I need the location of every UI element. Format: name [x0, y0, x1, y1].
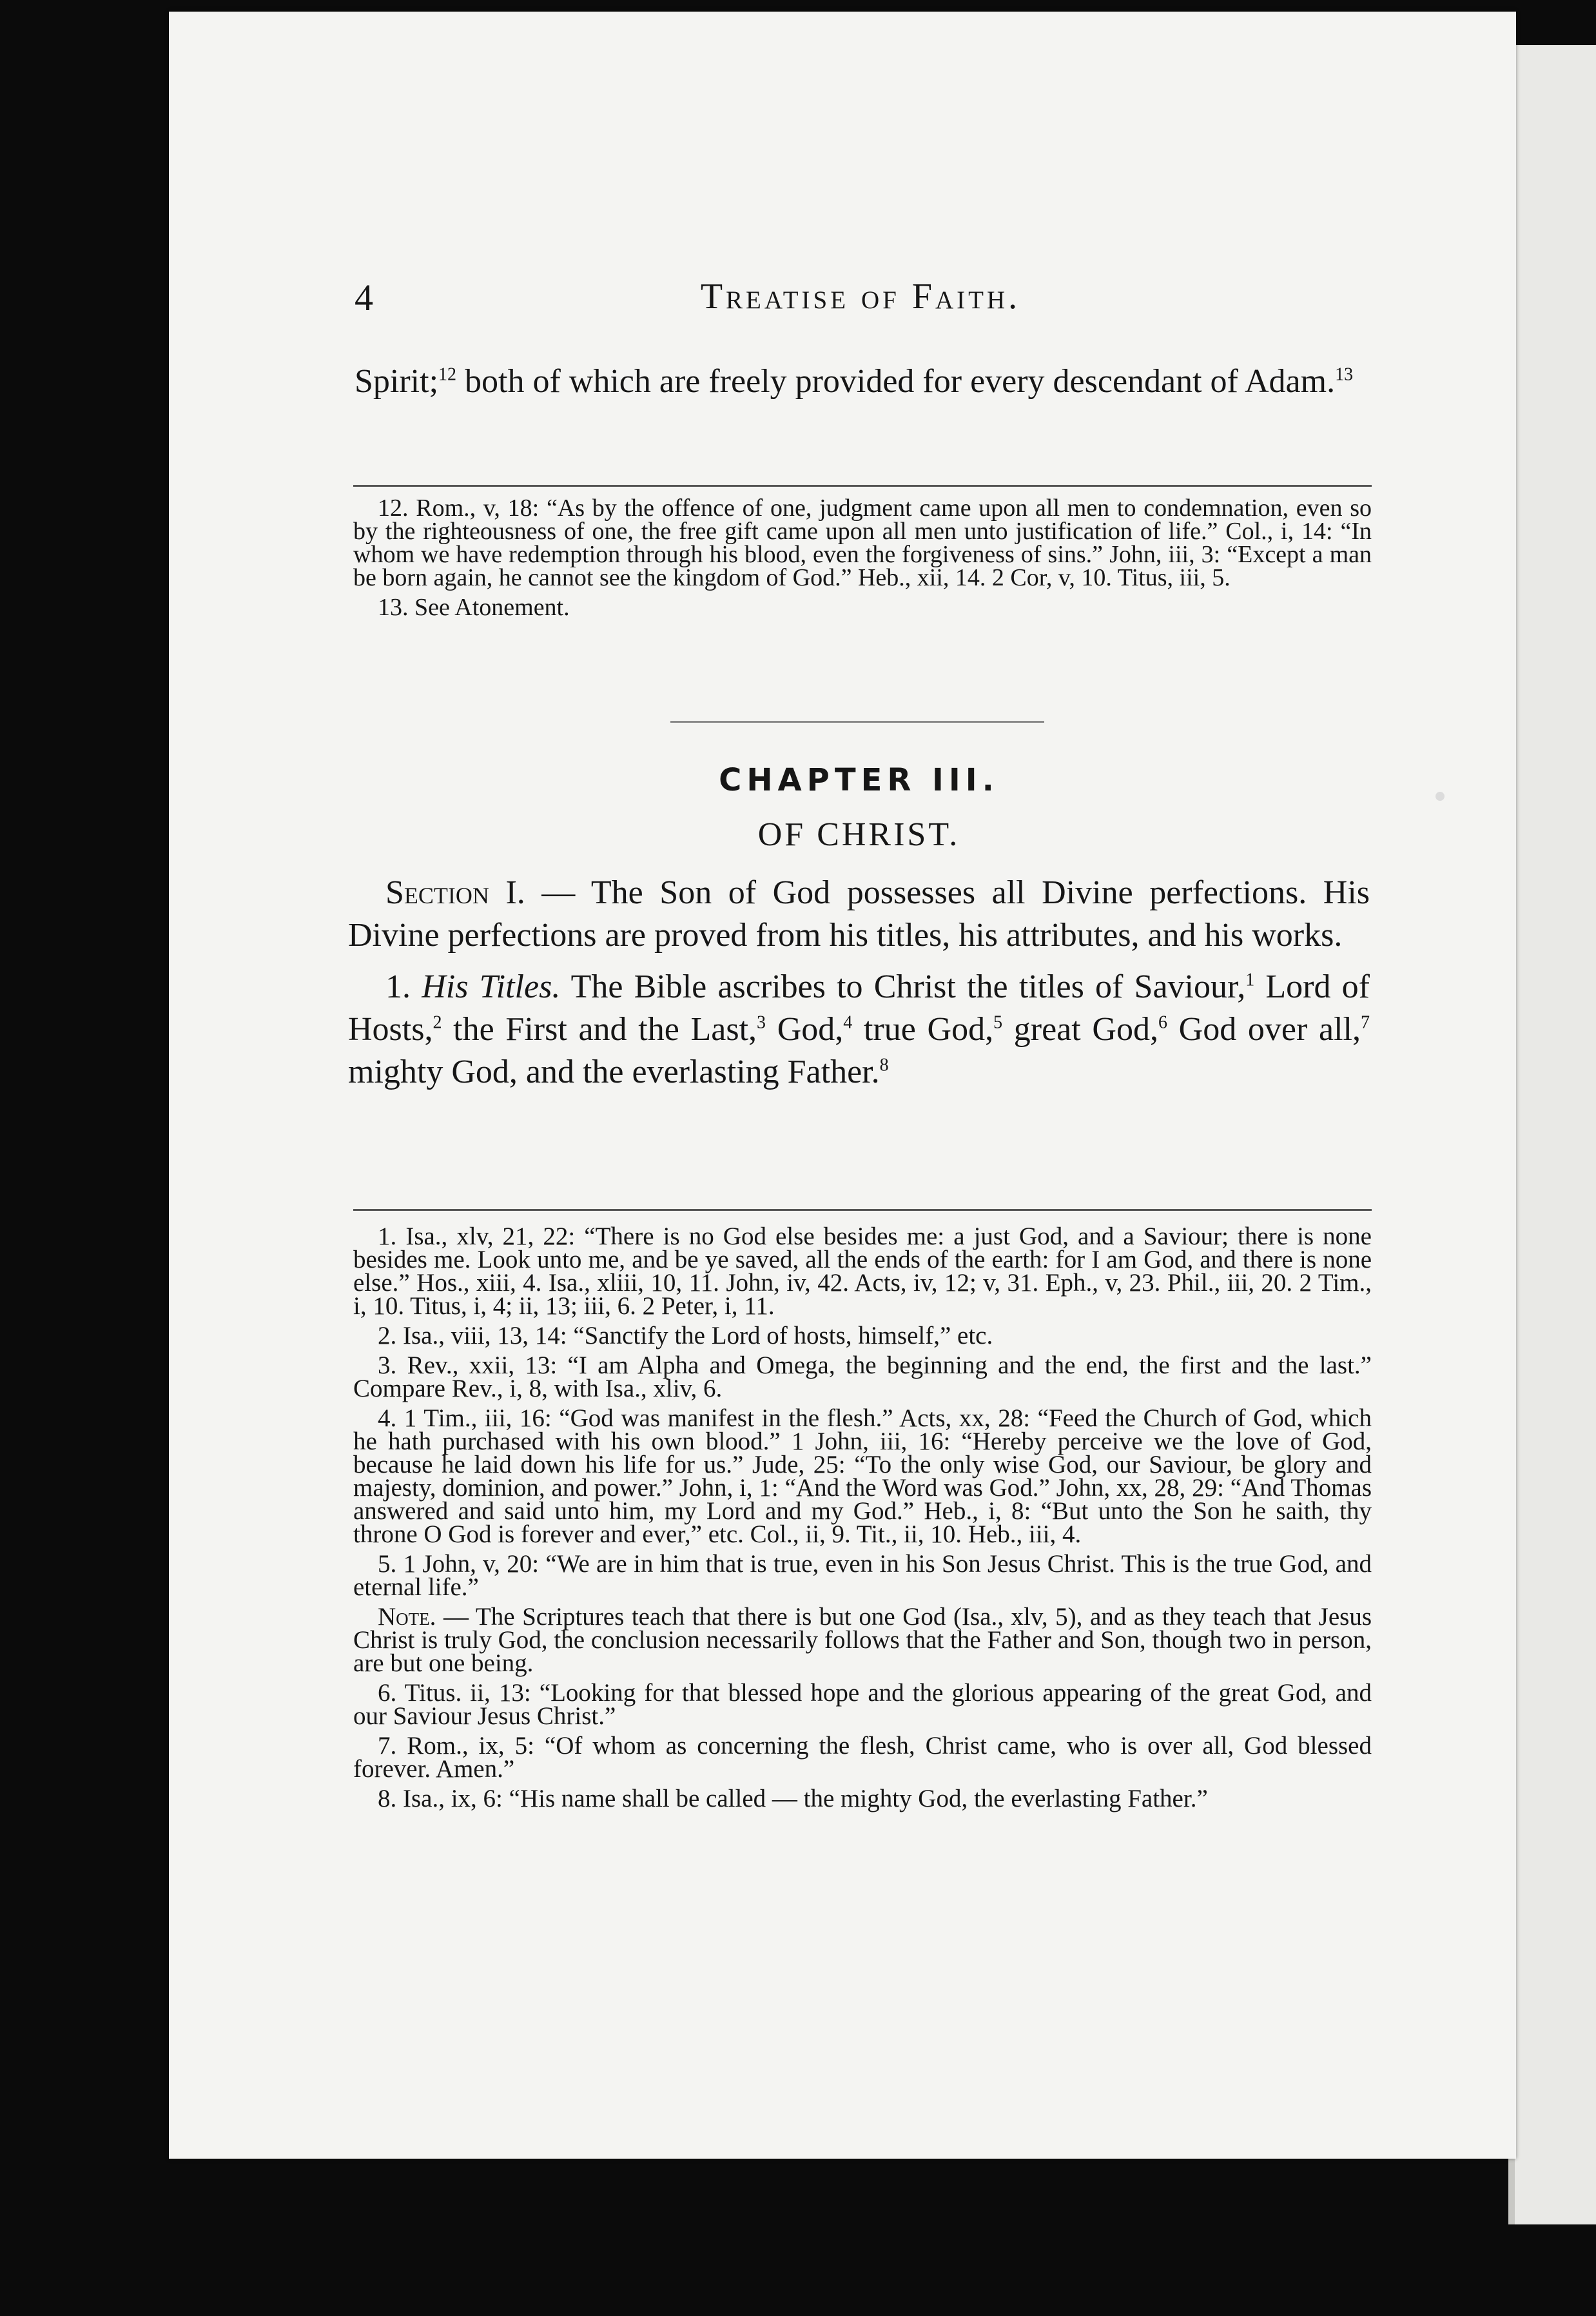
footnote-ref-12: 12: [438, 364, 457, 385]
footnote-ref-13: 13: [1335, 364, 1354, 385]
running-title: Treatise of Faith.: [700, 277, 1021, 317]
titles-paragraph: 1. His Titles. The Bible ascribes to Christ the titles of Saviour,$^1$ Lord of Hosts,$^2$ the First and the Last,$^3$ God,$^4$ true God,$^5$ great God,$^6$ God over all,$^7$ mighty God, and the everlasting Father.$^8$: [348, 968, 1370, 1090]
footnote-6: 6. Titus. ii, 13: “Looking for that blessed hope and the glorious appearing of the great God, and our Saviour Jesus Christ.”: [353, 1679, 1372, 1730]
footnote-12: 12. Rom., v, 18: “As by the offence of one, judgment came upon all men to condemnation, even so by the righteousness of one, the free gift came upon all men unto justification of life.” Col., i, 14: “In whom we have redemption through his blood, even the forgiveness of sins.” John, iii, 3: “Except a man be born again, he cannot see the kingdom of God.” Heb., xii, 14. 2 Cor, v, 10. Titus, iii, 5.: [353, 495, 1372, 591]
chapter-divider: [670, 721, 1044, 723]
opening-paragraph: [348, 361, 1370, 402]
footnote-8: 8. Isa., ix, 6: “His name shall be called — the mighty God, the everlasting Father.”: [378, 1785, 1208, 1812]
section-label: Section I.: [385, 874, 525, 911]
footnote-5: 5. 1 John, v, 20: “We are in him that is true, even in his Son Jesus Christ. This is the true God, and eternal life.”: [353, 1550, 1372, 1601]
chapter-body: [348, 872, 1370, 1094]
footnote-note: Note. — The Scriptures teach that there is but one God (Isa., xlv, 5), and as they teach that Jesus Christ is truly God, the conclusion necessarily follows that the Father and Son, though two in person, are but one being.: [353, 1603, 1372, 1677]
adjacent-page-edge: [1508, 45, 1596, 2224]
footnotes-block-1: [353, 496, 1372, 625]
chapter-heading: [348, 761, 1370, 855]
footnote-1: 1. Isa., xlv, 21, 22: “There is no God else besides me: a just God, and a Saviour; there is none besides me. Look unto me, and be ye saved, all the ends of the earth: for I am God, and there is none else.” Hos., xiii, 4. Isa., xliii, 10, 11. John, iv, 42. Acts, iv, 12; v, 31. Eph., v, 23. Phil., iii, 20. 2 Tim., i, 10. Titus, i, 4; ii, 13; iii, 6. 2 Peter, i, 11.: [353, 1222, 1372, 1320]
footnote-divider-2: [353, 1209, 1372, 1211]
page-number: 4: [355, 277, 373, 319]
footnote-13: 13. See Atonement.: [378, 594, 570, 621]
section-paragraph: Section I. — The Son of God possesses all Divine perfections. His Divine perfections are proved from his titles, his attributes, and his works.: [348, 874, 1370, 954]
titles-heading: His Titles.: [422, 968, 561, 1005]
footnote-2: 2. Isa., viii, 13, 14: “Sanctify the Lord of hosts, himself,” etc.: [378, 1322, 993, 1349]
footnote-3: 3. Rev., xxii, 13: “I am Alpha and Omega, the beginning and the end, the first and the last.” Compare Rev., i, 8, with Isa., xliv, 6.: [353, 1351, 1372, 1402]
page-header: [348, 271, 1373, 322]
footnote-7: 7. Rom., ix, 5: “Of whom as concerning the flesh, Christ came, who is over all, God blessed forever. Amen.”: [353, 1732, 1372, 1783]
footnote-4: 4. 1 Tim., iii, 16: “God was manifest in the flesh.” Acts, xx, 28: “Feed the Church of God, which he hath purchased with his own blood.” 1 John, iii, 16: “Hereby perceive we the love of God, because he laid down his life for us.” Jude, 25: “To the only wise God, our Saviour, be glory and majesty, dominion, and power.” John, i, 1: “And the Word was God.” John, xx, 28, 29: “And Thomas answered and said unto him, my Lord and my God.” Heb., i, 8: “But unto the Son he saith, thy throne O God is forever and ever,” etc. Col., ii, 9. Tit., ii, 10. Heb., iii, 4.: [353, 1404, 1372, 1548]
note-label: Note.: [378, 1603, 436, 1631]
footnote-divider-1: [353, 485, 1372, 487]
chapter-number: CHAPTER III.: [719, 762, 999, 798]
page-speck: [1435, 792, 1445, 801]
chapter-title: OF CHRIST.: [757, 816, 960, 853]
footnotes-block-2: [353, 1222, 1372, 1817]
opening-text: Spirit;$^{12}$ both of which are freely provided for every descendant of Adam.$^{13}$: [355, 363, 1354, 400]
